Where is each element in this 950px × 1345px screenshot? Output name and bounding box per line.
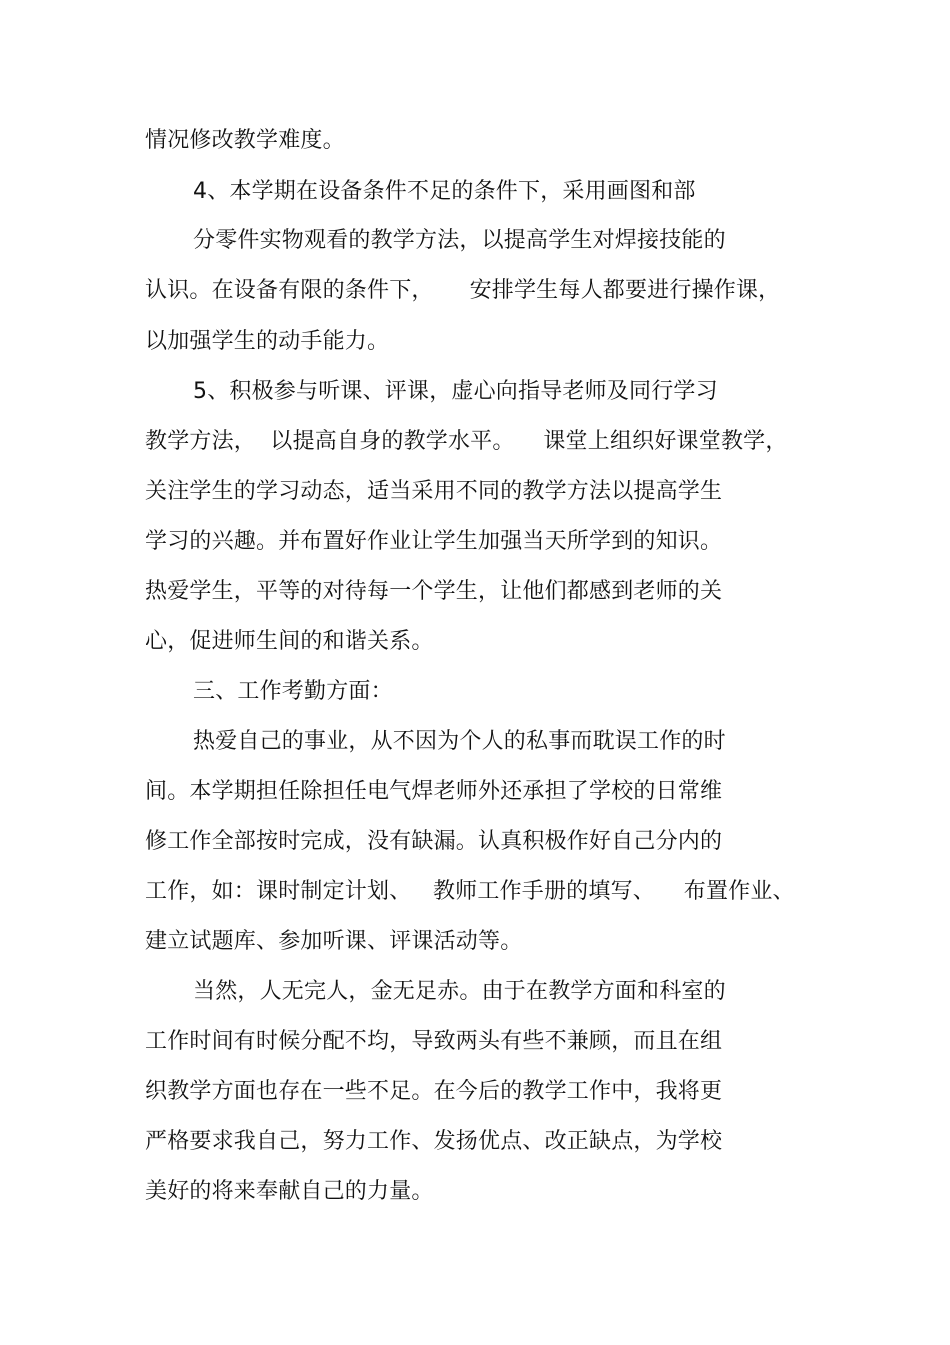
section-heading: 三、工作考勤方面： <box>193 679 393 704</box>
text-line: 分零件实物观看的教学方法，以提高学生对焊接技能的 <box>193 228 726 253</box>
text-line: 教学方法， 以提高自身的教学水平。 课堂上组织好课堂教学， <box>145 429 788 454</box>
text-line: 严格要求我自己，努力工作、发扬优点、改正缺点，为学校 <box>145 1129 723 1154</box>
text-line: 工作时间有时候分配不均，导致两头有些不兼顾，而且在组 <box>145 1029 723 1054</box>
text-line: 4、本学期在设备条件不足的条件下，采用画图和部 <box>193 179 696 204</box>
text-line: 建立试题库、参加听课、评课活动等。 <box>145 929 523 954</box>
text-line: 当然，人无完人，金无足赤。由于在教学方面和科室的 <box>193 979 726 1004</box>
text-line: 间。本学期担任除担任电气焊老师外还承担了学校的日常维 <box>145 779 723 804</box>
text-line: 关注学生的学习动态，适当采用不同的教学方法以提高学生 <box>145 479 723 504</box>
text-line: 工作，如：课时制定计划、 教师工作手册的填写、 布置作业、 <box>145 879 795 904</box>
text-line: 织教学方面也存在一些不足。在今后的教学工作中，我将更 <box>145 1079 723 1104</box>
text-line: 热爱学生，平等的对待每一个学生，让他们都感到老师的关 <box>145 579 723 604</box>
text-line: 修工作全部按时完成，没有缺漏。认真积极作好自己分内的 <box>145 829 723 854</box>
text-line: 5、积极参与听课、评课，虚心向指导老师及同行学习 <box>193 379 718 404</box>
text-line: 心，促进师生间的和谐关系。 <box>145 629 434 654</box>
text-line: 情况修改教学难度。 <box>145 128 345 153</box>
text-line: 以加强学生的动手能力。 <box>145 329 390 354</box>
text-line: 认识。在设备有限的条件下， 安排学生每人都要进行操作课， <box>145 278 781 303</box>
text-line: 热爱自己的事业，从不因为个人的私事而耽误工作的时 <box>193 729 726 754</box>
text-line: 学习的兴趣。并布置好作业让学生加强当天所学到的知识。 <box>145 529 723 554</box>
text-line: 美好的将来奉献自己的力量。 <box>145 1179 434 1204</box>
